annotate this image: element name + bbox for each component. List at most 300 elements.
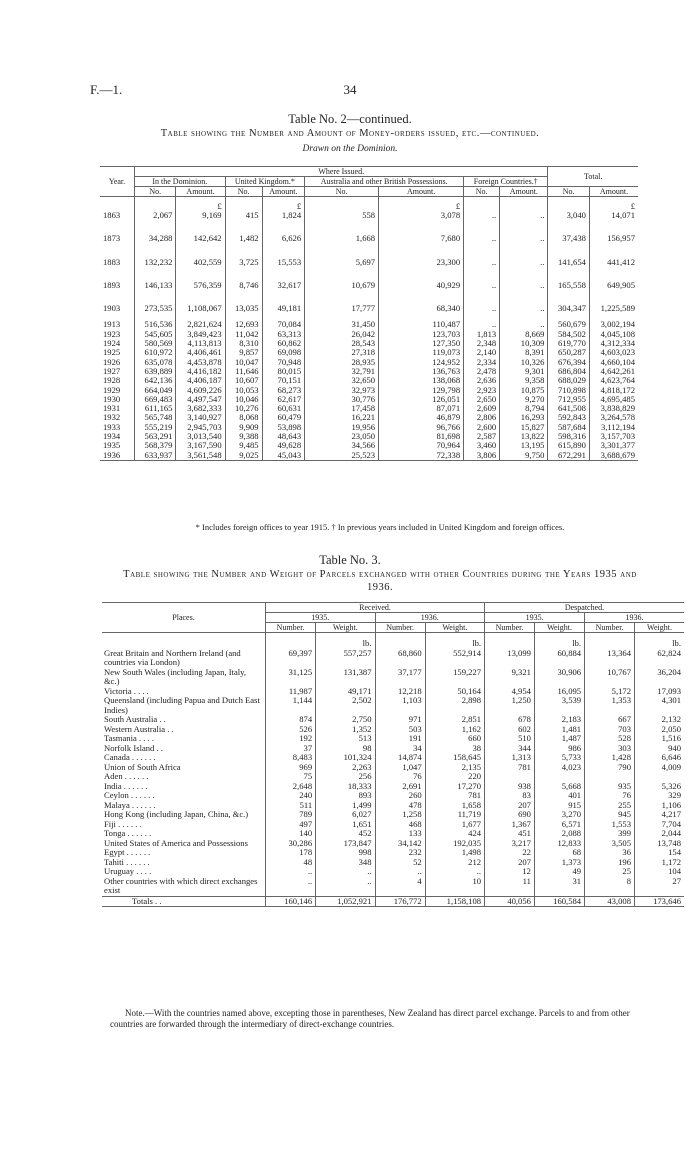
value-cell: 31,125 xyxy=(266,668,316,687)
value-cell: 1,498 xyxy=(425,848,484,858)
value-cell: 81,698 xyxy=(379,432,464,441)
value-cell: .. xyxy=(500,258,548,267)
value-cell: 70,084 xyxy=(262,320,305,329)
value-cell: 53,898 xyxy=(262,423,305,432)
spacer-cell xyxy=(100,220,135,234)
value-cell: 2,636 xyxy=(464,376,500,385)
value-cell: 207 xyxy=(485,801,535,811)
value-cell: 207 xyxy=(485,858,535,868)
value-cell: 4,642,261 xyxy=(589,367,638,376)
spacer-cell xyxy=(379,267,464,281)
value-cell: 40,929 xyxy=(379,281,464,290)
value-cell: 165,558 xyxy=(548,281,589,290)
value-cell: 10 xyxy=(425,877,484,897)
spacer-cell xyxy=(266,633,316,649)
value-cell: 2,478 xyxy=(464,367,500,376)
value-cell: 132,232 xyxy=(135,258,176,267)
value-cell: 15,553 xyxy=(262,258,305,267)
value-cell: 649,905 xyxy=(589,281,638,290)
value-cell: 1,162 xyxy=(425,725,484,735)
value-cell: 30,906 xyxy=(534,668,584,687)
total-cell: 176,772 xyxy=(375,896,425,907)
value-cell: 4,113,813 xyxy=(176,339,225,348)
value-cell: 3,002,194 xyxy=(589,320,638,329)
value-cell: 220 xyxy=(425,772,484,782)
value-cell: 23,300 xyxy=(379,258,464,267)
value-cell: 4,609,226 xyxy=(176,386,225,395)
value-cell: 32,973 xyxy=(305,386,379,395)
value-cell: 8,310 xyxy=(225,339,262,348)
place-cell: Great Britain and Northern Ireland (and countries via London) xyxy=(104,647,241,667)
value-cell: 641,508 xyxy=(548,404,589,413)
value-cell: 2,348 xyxy=(464,339,500,348)
spacer-cell xyxy=(135,197,176,212)
value-cell: 672,291 xyxy=(548,451,589,461)
value-cell: .. xyxy=(500,320,548,329)
total-cell: 160,584 xyxy=(534,896,584,907)
table-row xyxy=(102,810,684,820)
col-amount: Amount. xyxy=(379,187,464,197)
value-cell: 80,015 xyxy=(262,367,305,376)
value-cell: 8,669 xyxy=(500,330,548,339)
value-cell: 6,027 xyxy=(316,810,375,820)
value-cell: 27 xyxy=(635,877,684,897)
year-cell: 1926 xyxy=(103,356,121,367)
value-cell: 34,288 xyxy=(135,234,176,243)
value-cell: 4,660,104 xyxy=(589,358,638,367)
table-row xyxy=(102,715,684,725)
place-cell: Tasmania . . . . xyxy=(104,733,154,743)
col-no: No. xyxy=(305,187,379,197)
place-cell: India . . . . . . xyxy=(104,780,148,791)
value-cell: 602 xyxy=(485,725,535,735)
spacer-cell xyxy=(176,267,225,281)
value-cell: .. xyxy=(464,234,500,243)
spacer-cell xyxy=(589,290,638,304)
value-cell: 2,650 xyxy=(464,395,500,404)
value-cell: 28,935 xyxy=(305,358,379,367)
value-cell: 26,042 xyxy=(305,330,379,339)
value-cell: 4,406,461 xyxy=(176,348,225,357)
value-cell: 50,164 xyxy=(425,687,484,697)
table-row xyxy=(102,753,684,763)
value-cell: 119,073 xyxy=(379,348,464,357)
value-cell: 9,485 xyxy=(225,441,262,450)
value-cell: 2,600 xyxy=(464,423,500,432)
place-cell: United States of America and Possessions xyxy=(104,837,248,848)
value-cell: 101,324 xyxy=(316,753,375,763)
total-header: Total. xyxy=(548,167,638,187)
value-cell: 526 xyxy=(266,725,316,735)
value-cell: 3,539 xyxy=(534,696,584,715)
pound-sign xyxy=(500,197,548,212)
value-cell: 348 xyxy=(316,858,375,868)
value-cell: 558 xyxy=(305,211,379,220)
value-cell: 34,566 xyxy=(305,441,379,450)
value-cell: 49,181 xyxy=(262,304,305,313)
value-cell: 8,391 xyxy=(500,348,548,357)
group-australia: Australia and other British Possessions. xyxy=(305,177,464,187)
value-cell: 52 xyxy=(375,858,425,868)
value-cell: 1,373 xyxy=(534,858,584,868)
value-cell: 192,035 xyxy=(425,839,484,849)
value-cell: 13,195 xyxy=(500,441,548,450)
value-cell: 25 xyxy=(585,867,635,877)
value-cell: 4 xyxy=(375,877,425,897)
value-cell: 560,679 xyxy=(548,320,589,329)
value-cell: 940 xyxy=(635,744,684,754)
value-cell: 10,767 xyxy=(585,668,635,687)
value-cell: 441,412 xyxy=(589,258,638,267)
value-cell: 13,035 xyxy=(225,304,262,313)
value-cell: 8,746 xyxy=(225,281,262,290)
spacer-cell xyxy=(100,244,135,258)
value-cell: 703 xyxy=(585,725,635,735)
value-cell: 584,502 xyxy=(548,330,589,339)
spacer-cell xyxy=(589,244,638,258)
pound-sign: £ xyxy=(176,197,225,212)
value-cell: 37,177 xyxy=(375,668,425,687)
value-cell: 945 xyxy=(585,810,635,820)
spacer-cell xyxy=(225,244,262,258)
total-cell: 160,146 xyxy=(266,896,316,907)
spacer-cell xyxy=(225,197,262,212)
value-cell: 969 xyxy=(266,763,316,773)
value-cell: 192 xyxy=(266,734,316,744)
page-number: 34 xyxy=(343,82,357,97)
value-cell: 49,171 xyxy=(316,687,375,697)
value-cell: 9,857 xyxy=(225,348,262,357)
value-cell: 10,607 xyxy=(225,376,262,385)
value-cell: 576,359 xyxy=(176,281,225,290)
table-row xyxy=(102,877,684,897)
value-cell: 11,646 xyxy=(225,367,262,376)
place-cell: Other countries with which direct exchanges exist xyxy=(104,875,258,895)
value-cell: 10,309 xyxy=(500,339,548,348)
value-cell: 34 xyxy=(375,744,425,754)
col-no: No. xyxy=(225,187,262,197)
value-cell: 1,047 xyxy=(375,763,425,773)
place-cell: Tonga . . . . . . xyxy=(104,828,152,838)
value-cell: 516,536 xyxy=(135,320,176,329)
value-cell: 1,367 xyxy=(485,820,535,830)
value-cell: .. xyxy=(500,281,548,290)
value-cell: 37 xyxy=(266,744,316,754)
value-cell: 141,654 xyxy=(548,258,589,267)
value-cell: 935 xyxy=(585,782,635,792)
value-cell: 1,651 xyxy=(316,820,375,830)
place-cell: Western Australia . . xyxy=(104,723,174,734)
value-cell: 1,313 xyxy=(485,753,535,763)
value-cell: 68,273 xyxy=(262,386,305,395)
spacer-cell xyxy=(225,220,262,234)
col-amount: Amount. xyxy=(500,187,548,197)
value-cell: 1,106 xyxy=(635,801,684,811)
value-cell: 619,770 xyxy=(548,339,589,348)
value-cell: 38 xyxy=(425,744,484,754)
spacer-cell xyxy=(305,197,379,212)
value-cell: 173,847 xyxy=(316,839,375,849)
value-cell: .. xyxy=(464,211,500,220)
value-cell: 790 xyxy=(585,763,635,773)
value-cell: 136,763 xyxy=(379,367,464,376)
value-cell: 9,909 xyxy=(225,423,262,432)
value-cell: .. xyxy=(464,258,500,267)
value-cell: 4,623,764 xyxy=(589,376,638,385)
value-cell: 329 xyxy=(635,791,684,801)
place-cell: Canada . . . . . . xyxy=(104,752,156,762)
spacer-cell xyxy=(485,633,535,649)
value-cell: 76 xyxy=(375,772,425,782)
value-cell: 552,914 xyxy=(425,649,484,668)
value-cell: 712,955 xyxy=(548,395,589,404)
total-cell: 173,646 xyxy=(635,896,684,907)
value-cell: 4,695,485 xyxy=(589,395,638,404)
value-cell: 17,270 xyxy=(425,782,484,792)
value-cell: 46,879 xyxy=(379,413,464,422)
value-cell: 399 xyxy=(585,829,635,839)
place-cell: Malaya . . . . . . xyxy=(104,799,156,810)
value-cell: 6,571 xyxy=(534,820,584,830)
value-cell: 110,487 xyxy=(379,320,464,329)
value-cell: 2,923 xyxy=(464,386,500,395)
value-cell: 70,151 xyxy=(262,376,305,385)
value-cell: .. xyxy=(316,867,375,877)
value-cell: 3,140,927 xyxy=(176,413,225,422)
value-cell: 468 xyxy=(375,820,425,830)
value-cell: 686,804 xyxy=(548,367,589,376)
year-cell: 1930 xyxy=(103,393,121,404)
value-cell: 36 xyxy=(585,848,635,858)
spacer-cell xyxy=(589,220,638,234)
spacer-cell xyxy=(305,244,379,258)
value-cell: 70,948 xyxy=(262,358,305,367)
value-cell: 497 xyxy=(266,820,316,830)
place-cell: Queensland (including Papua and Dutch East Indies) xyxy=(104,695,260,715)
value-cell: 610,972 xyxy=(135,348,176,357)
value-cell: 34,142 xyxy=(375,839,425,849)
spacer-cell xyxy=(262,220,305,234)
value-cell: 25,523 xyxy=(305,451,379,461)
value-cell: 3,270 xyxy=(534,810,584,820)
value-cell: 510 xyxy=(485,734,535,744)
value-cell: 639,889 xyxy=(135,367,176,376)
value-cell: 1,258 xyxy=(375,810,425,820)
value-cell: 667 xyxy=(585,715,635,725)
table2-title: Table showing the Number and Amount of Money-orders issued, etc.—continued. xyxy=(160,128,540,139)
spacer-cell xyxy=(464,244,500,258)
spacer-cell xyxy=(135,267,176,281)
value-cell: 191 xyxy=(375,734,425,744)
value-cell: 2,135 xyxy=(425,763,484,773)
value-cell: 568,379 xyxy=(135,441,176,450)
col-weight: Weight. xyxy=(534,623,584,633)
value-cell: 98 xyxy=(316,744,375,754)
value-cell: 8 xyxy=(585,877,635,897)
table3-title: Table showing the Number and Weight of Parcels exchanged with other Countries during the Years 1935 and 1936. xyxy=(123,569,637,593)
value-cell: .. xyxy=(464,304,500,313)
spacer-cell xyxy=(379,290,464,304)
table-row xyxy=(102,772,684,782)
value-cell: 565,748 xyxy=(135,413,176,422)
value-cell: 304,347 xyxy=(548,304,589,313)
col-number: Number. xyxy=(266,623,316,633)
spacer-cell xyxy=(176,244,225,258)
year-cell: 1883 xyxy=(103,256,121,267)
value-cell: 68,860 xyxy=(375,649,425,668)
value-cell: 31,450 xyxy=(305,320,379,329)
value-cell: 4,406,187 xyxy=(176,376,225,385)
value-cell: 592,843 xyxy=(548,413,589,422)
value-cell: 3,217 xyxy=(485,839,535,849)
value-cell: 5,172 xyxy=(585,687,635,697)
table-row xyxy=(102,858,684,868)
parcels-table xyxy=(102,602,684,907)
value-cell: 710,898 xyxy=(548,386,589,395)
value-cell: 131,387 xyxy=(316,668,375,687)
spacer-cell xyxy=(500,220,548,234)
value-cell: 986 xyxy=(534,744,584,754)
value-cell: 5,668 xyxy=(534,782,584,792)
value-cell: 3,682,333 xyxy=(176,404,225,413)
table-row xyxy=(102,668,684,687)
value-cell: 10,276 xyxy=(225,404,262,413)
value-cell: 8,483 xyxy=(266,753,316,763)
table-row xyxy=(102,848,684,858)
value-cell: 642,136 xyxy=(135,376,176,385)
value-cell: 1,499 xyxy=(316,801,375,811)
value-cell: 49 xyxy=(534,867,584,877)
value-cell: 32,650 xyxy=(305,376,379,385)
year-cell: 1933 xyxy=(103,421,121,432)
value-cell: 196 xyxy=(585,858,635,868)
value-cell: 30,286 xyxy=(266,839,316,849)
value-cell: 4,497,547 xyxy=(176,395,225,404)
spacer-cell xyxy=(464,267,500,281)
value-cell: 344 xyxy=(485,744,535,754)
value-cell: 1,487 xyxy=(534,734,584,744)
value-cell: 789 xyxy=(266,810,316,820)
col-number: Number. xyxy=(375,623,425,633)
year-cell: 1935 xyxy=(103,440,121,451)
value-cell: 75 xyxy=(266,772,316,782)
year-received-1936: 1936. xyxy=(375,613,485,623)
value-cell: 3,078 xyxy=(379,211,464,220)
value-cell: 1,813 xyxy=(464,330,500,339)
value-cell: .. xyxy=(316,877,375,897)
value-cell: 9,270 xyxy=(500,395,548,404)
value-cell: 16,293 xyxy=(500,413,548,422)
value-cell: 23,050 xyxy=(305,432,379,441)
value-cell: 8,068 xyxy=(225,413,262,422)
value-cell: 17,777 xyxy=(305,304,379,313)
value-cell: 13,748 xyxy=(635,839,684,849)
value-cell: 232 xyxy=(375,848,425,858)
value-cell: 2,898 xyxy=(425,696,484,715)
value-cell: 9,388 xyxy=(225,432,262,441)
spacer-cell xyxy=(500,244,548,258)
value-cell: .. xyxy=(266,877,316,897)
value-cell: 4,453,878 xyxy=(176,358,225,367)
value-cell: 138,068 xyxy=(379,376,464,385)
money-orders-table xyxy=(100,166,638,461)
value-cell: 503 xyxy=(375,725,425,735)
spacer-cell xyxy=(102,633,266,649)
value-cell: 1,482 xyxy=(225,234,262,243)
value-cell: 72,338 xyxy=(379,451,464,461)
value-cell: 4,301 xyxy=(635,696,684,715)
value-cell: 4,009 xyxy=(635,763,684,773)
spacer-cell xyxy=(262,244,305,258)
value-cell: 10,679 xyxy=(305,281,379,290)
spacer-cell xyxy=(589,267,638,281)
pound-sign: £ xyxy=(589,197,638,212)
value-cell: 32,617 xyxy=(262,281,305,290)
place-cell: Aden . . . . . . xyxy=(104,771,149,781)
value-cell: 580,569 xyxy=(135,339,176,348)
spacer-cell xyxy=(548,197,589,212)
spacer-cell xyxy=(464,220,500,234)
value-cell: 2,821,624 xyxy=(176,320,225,329)
value-cell: 1,103 xyxy=(375,696,425,715)
pound-sign: £ xyxy=(379,197,464,212)
value-cell: 260 xyxy=(375,791,425,801)
value-cell: 123,703 xyxy=(379,330,464,339)
received-header: Received. xyxy=(266,603,485,613)
value-cell: .. xyxy=(500,304,548,313)
value-cell: 781 xyxy=(485,763,535,773)
spacer-cell xyxy=(305,220,379,234)
table-row xyxy=(102,734,684,744)
value-cell: 10,875 xyxy=(500,386,548,395)
col-amount: Amount. xyxy=(176,187,225,197)
value-cell: 7,704 xyxy=(635,820,684,830)
value-cell: 13,364 xyxy=(585,649,635,668)
value-cell: 1,225,589 xyxy=(589,304,638,313)
value-cell: 650,287 xyxy=(548,348,589,357)
col-year: Year. xyxy=(100,167,135,197)
year-cell: 1936 xyxy=(100,451,135,461)
value-cell: 12 xyxy=(485,867,535,877)
spacer-cell xyxy=(464,197,500,212)
value-cell: 3,040 xyxy=(548,211,589,220)
value-cell: .. xyxy=(425,867,484,877)
year-cell: 1932 xyxy=(103,412,121,423)
value-cell: 1,353 xyxy=(585,696,635,715)
value-cell: 12,833 xyxy=(534,839,584,849)
year-cell: 1924 xyxy=(103,338,121,349)
value-cell: 17,458 xyxy=(305,404,379,413)
value-cell: 1,824 xyxy=(262,211,305,220)
value-cell: 3,505 xyxy=(585,839,635,849)
value-cell: 17,093 xyxy=(635,687,684,697)
value-cell: 27,318 xyxy=(305,348,379,357)
value-cell: 10,053 xyxy=(225,386,262,395)
place-cell: Ceylon . . . . . . xyxy=(104,790,155,800)
value-cell: 126,051 xyxy=(379,395,464,404)
value-cell: 1,352 xyxy=(316,725,375,735)
spacer-cell xyxy=(135,220,176,234)
value-cell: 3,849,423 xyxy=(176,330,225,339)
spacer-cell xyxy=(225,267,262,281)
value-cell: 402,559 xyxy=(176,258,225,267)
value-cell: 142,642 xyxy=(176,234,225,243)
value-cell: 2,183 xyxy=(534,715,584,725)
value-cell: 1,428 xyxy=(585,753,635,763)
despatched-header: Despatched. xyxy=(485,603,684,613)
value-cell: 62,824 xyxy=(635,649,684,668)
value-cell: 49,628 xyxy=(262,441,305,450)
